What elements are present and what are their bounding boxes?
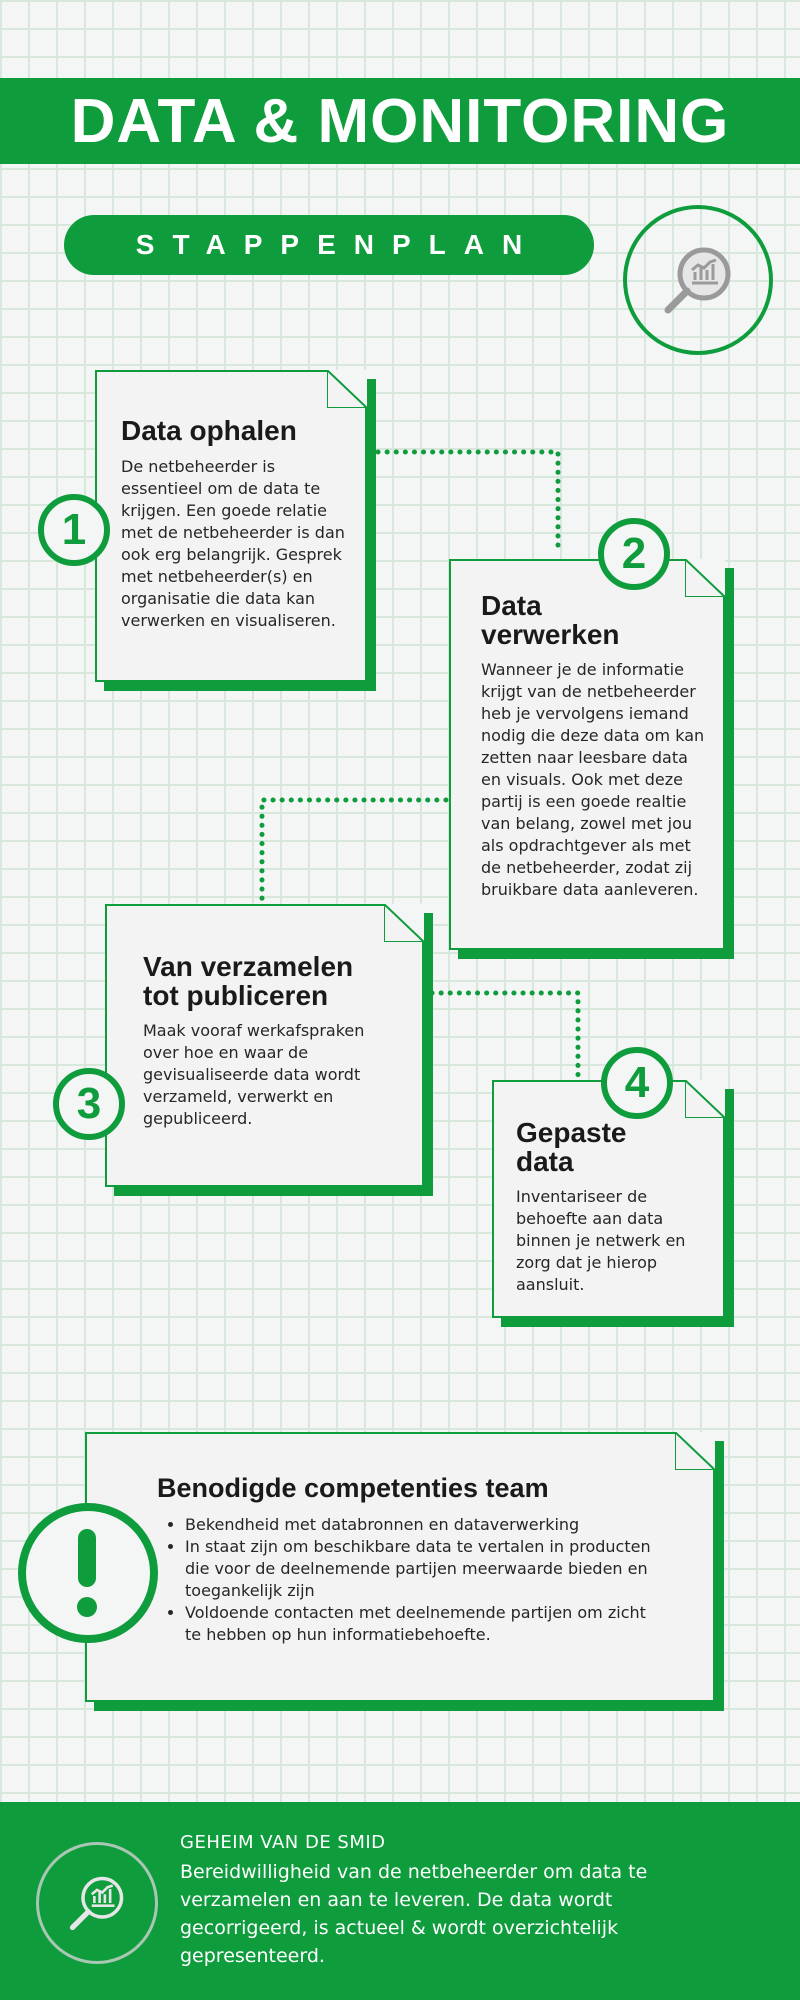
step-2-text: Wanneer je de informatie krijgt van de netbeheerder heb je vervolgens iemand nodig die deze data om kan zetten naar leesbare data en visuals. Ook met deze partij is een goede realtie van belang, zowel met jou als opdrachtgever als met de netbeheerder, zodat zij bruikbare data aanleveren. [481, 660, 705, 899]
folded-corner [327, 370, 367, 408]
step-4-title-line-1: Gepaste [516, 1117, 627, 1148]
competencies-list [165, 1514, 655, 1646]
footer [0, 1802, 800, 2000]
step-2-title-line-1: Data [481, 590, 542, 621]
stappenplan-label: STAPPENPLAN [135, 229, 541, 260]
step-1-card [95, 370, 367, 682]
step-1-title: Data ophalen [121, 415, 297, 446]
step-4-number: 4 [601, 1047, 673, 1119]
folded-corner [675, 1432, 715, 1470]
step-3-title-line-2: tot publiceren [143, 980, 329, 1011]
page-title: DATA & MONITORING [70, 86, 730, 156]
folded-corner [384, 904, 424, 942]
step-3-text: Maak vooraf werkafspraken over hoe en waar de gevisualiseerde data wordt verzameld, verwerkt en gepubliceerd. [143, 1021, 365, 1128]
competencies-card [85, 1432, 715, 1702]
list-item: • In staat zijn om beschikbare data te vertalen in producten die voor de deelnemende partijen meerwaarde bieden en toegankelijk zijn [185, 1536, 655, 1602]
step-3-number: 3 [53, 1068, 125, 1140]
competencies-title: Benodigde competenties team [157, 1473, 549, 1503]
step-4-card [492, 1080, 725, 1318]
stappenplan-banner [64, 215, 594, 275]
header-band [0, 78, 800, 164]
step-2-title-line-2: verwerken [481, 619, 620, 650]
step-4-title [516, 1118, 627, 1176]
folded-corner [685, 559, 725, 597]
footer-text: Bereidwilligheid van de netbeheerder om data te verzamelen en aan te leveren. De data wordt gecorrigeerd, is actueel & wordt overzichtelijk gepresenteerd. [180, 1861, 648, 1967]
step-4-text: Inventariseer de behoefte aan data binnen je netwerk en zorg dat je hierop aansluit. [516, 1187, 686, 1294]
step-2-number: 2 [598, 518, 670, 590]
list-item: • Voldoende contacten met deelnemende partijen om zicht te hebben op hun informatiebehoefte. [185, 1602, 655, 1646]
step-3-card [105, 904, 424, 1187]
folded-corner [685, 1080, 725, 1118]
step-1-number: 1 [38, 494, 110, 566]
step-2-title [481, 591, 620, 649]
step-1-text: De netbeheerder is essentieel om de data te krijgen. Een goede relatie met de netbeheerder is dan ook erg belangrijk. Gesprek met netbeheerder(s) en organisatie die data kan verwerken en visualiseren. [121, 457, 345, 630]
step-2-card [449, 559, 725, 950]
step-3-title-line-1: Van verzamelen [143, 951, 354, 982]
footer-heading: GEHEIM VAN DE SMID [180, 1832, 386, 1853]
magnifier-chart-icon [36, 1842, 158, 1964]
step-4-title-line-2: data [516, 1146, 574, 1177]
magnifier-chart-icon [623, 205, 773, 355]
list-item: • Bekendheid met databronnen en dataverwerking [185, 1514, 655, 1536]
exclamation-icon [18, 1503, 158, 1643]
step-3-title [143, 952, 353, 1010]
